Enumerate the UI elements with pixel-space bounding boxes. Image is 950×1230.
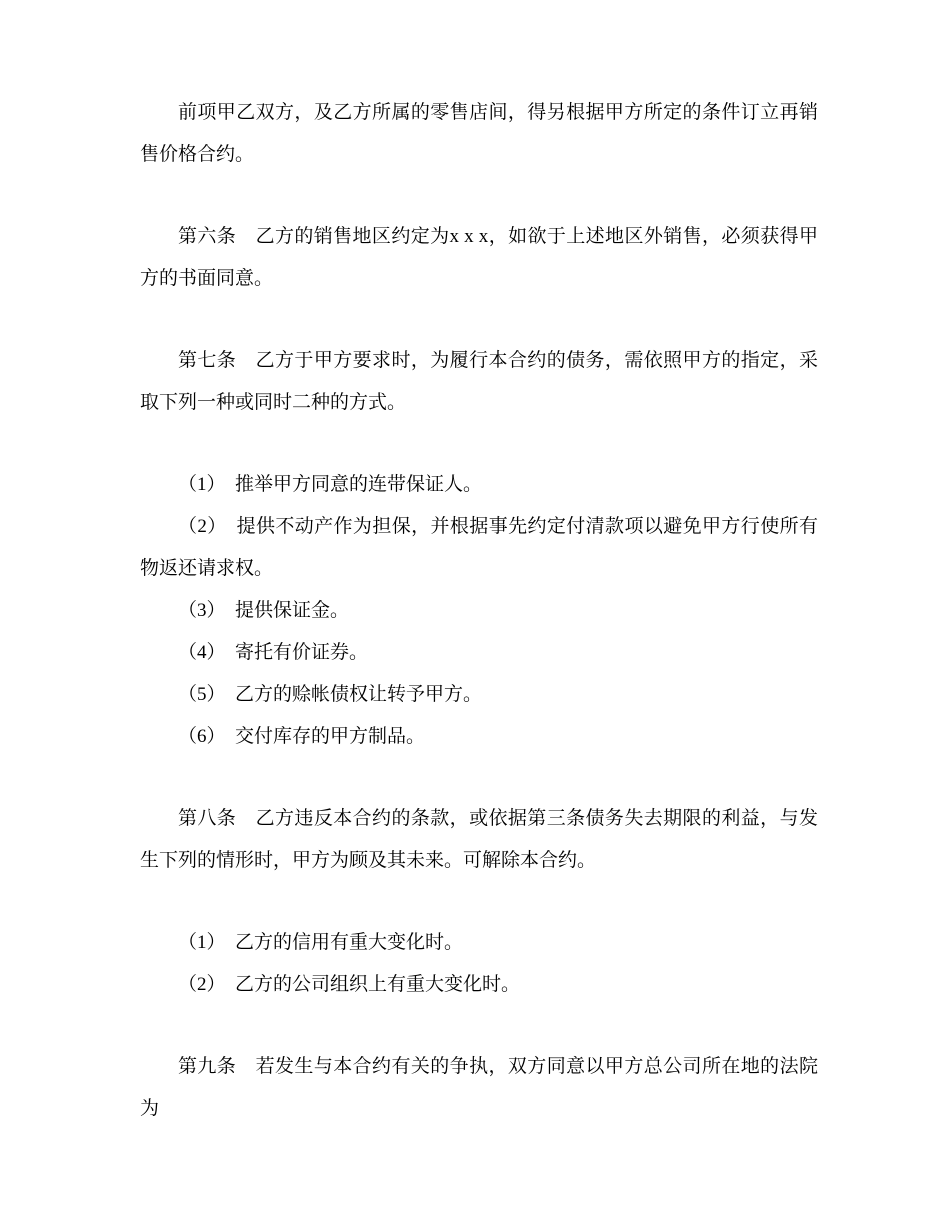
article-8-item-2: （2） 乙方的公司组织上有重大变化时。 <box>178 974 521 995</box>
paragraph-resale-price: 前项甲乙双方，及乙方所属的零售店间，得另根据甲方所定的条件订立再销售价格合约。 <box>140 102 818 165</box>
article-7-item-1: （1） 推举甲方同意的连带保证人。 <box>178 474 483 495</box>
article-7-item-2: （2） 提供不动产作为担保，并根据事先约定付清款项以避免甲方行使所有物返还请求权。 <box>140 516 818 579</box>
paragraph-article-7: 第七条 乙方于甲方要求时，为履行本合约的债务，需依照甲方的指定，采取下列一种或同时二种的方式。 <box>140 350 818 413</box>
article-7-item-4: （4） 寄托有价证券。 <box>178 642 369 663</box>
paragraph-article-9: 第九条 若发生与本合约有关的争执，双方同意以甲方总公司所在地的法院为 <box>140 1056 818 1119</box>
article-8-item-1: （1） 乙方的信用有重大变化时。 <box>178 932 464 953</box>
article-7-item-3: （3） 提供保证金。 <box>178 600 350 621</box>
article-7-item-5: （5） 乙方的赊帐债权让转予甲方。 <box>178 684 483 705</box>
article-7-item-6: （6） 交付库存的甲方制品。 <box>178 726 426 747</box>
paragraph-article-8: 第八条 乙方违反本合约的条款，或依据第三条债务失去期限的利益，与发生下列的情形时，甲方为顾及其未来。可解除本合约。 <box>140 808 818 871</box>
paragraph-article-6: 第六条 乙方的销售地区约定为x x x，如欲于上述地区外销售，必须获得甲方的书面同意。 <box>140 226 818 289</box>
